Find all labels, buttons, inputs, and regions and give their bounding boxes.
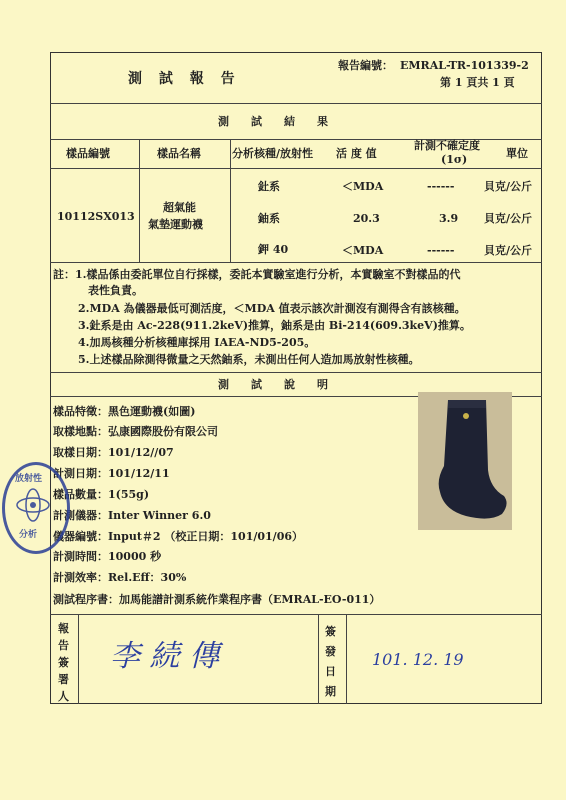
note-1-cont: 表性負責。 bbox=[88, 284, 143, 297]
date-label: 簽發日期 bbox=[325, 625, 336, 698]
note-2: 2.MDA 為儀器最低可測活度，＜MDA 值表示該次計測沒有測得含有該核種。 bbox=[78, 302, 466, 315]
sock-image bbox=[418, 392, 512, 530]
col-uncertainty: 計測不確定度 bbox=[414, 139, 480, 152]
activity-uranium: 20.3 bbox=[353, 212, 380, 225]
divider bbox=[50, 168, 542, 169]
desc-instrument-id: 儀器編號：Input＃2 （校正日期：101/01/06） bbox=[53, 530, 304, 543]
col-activity: 活 度 值 bbox=[336, 147, 377, 160]
uncertainty-thorium: ------ bbox=[427, 180, 455, 193]
sample-name-line2: 氣墊運動襪 bbox=[148, 218, 203, 231]
report-title: 測 試 報 告 bbox=[128, 71, 241, 87]
divider bbox=[50, 372, 542, 373]
unit-potassium: 貝克/公斤 bbox=[484, 244, 533, 257]
note-3: 3.釷系是由 Ac-228(911.2keV)推算，鈾系是由 Bi-214(609.3keV)推算。 bbox=[78, 319, 471, 332]
sample-name-line1: 超氣能 bbox=[163, 201, 196, 214]
desc-sampling-date: 取樣日期：101/12//07 bbox=[53, 446, 174, 459]
col-sample-name: 樣品名稱 bbox=[157, 147, 201, 160]
sock-logo bbox=[463, 413, 469, 419]
stamp-text-top: 放射性 bbox=[15, 474, 43, 484]
page-info: 第 1 頁共 1 頁 bbox=[440, 76, 515, 89]
note-1: 註：1.樣品係由委託單位自行採樣，委託本實驗室進行分析，本實驗室不對樣品的代 bbox=[53, 268, 461, 281]
col-nuclide: 分析核種/放射性 bbox=[232, 147, 314, 160]
divider bbox=[50, 614, 542, 615]
activity-thorium: ＜MDA bbox=[342, 180, 384, 193]
note-5: 5.上述樣品除測得微量之天然鈾系，未測出任何人造加馬放射性核種。 bbox=[78, 353, 420, 366]
sock-shape bbox=[439, 400, 507, 519]
nuclide-uranium: 鈾系 bbox=[258, 212, 280, 225]
divider bbox=[139, 139, 140, 262]
desc-procedure: 測試程序書：加馬能譜計測系統作業程序書（EMRAL-EO-011） bbox=[53, 593, 381, 606]
divider bbox=[318, 614, 319, 704]
uncertainty-potassium: ------ bbox=[427, 244, 455, 257]
divider bbox=[346, 614, 347, 704]
results-title: 測 試 結 果 bbox=[218, 115, 328, 128]
desc-sampling-location: 取樣地點：弘康國際股份有限公司 bbox=[53, 425, 218, 438]
desc-instrument: 計測儀器：Inter Winner 6.0 bbox=[53, 509, 211, 522]
desc-measure-date: 計測日期：101/12/11 bbox=[53, 467, 170, 480]
sample-number: 10112SX013 bbox=[57, 210, 135, 223]
divider bbox=[50, 103, 542, 104]
divider bbox=[230, 139, 231, 262]
col-sigma: (1σ) bbox=[441, 153, 468, 166]
report-number: EMRAL-TR-101339-2 bbox=[400, 59, 529, 72]
divider bbox=[78, 614, 79, 704]
col-sample-no: 樣品編號 bbox=[66, 147, 110, 160]
desc-efficiency: 計測效率：Rel.Eff：30% bbox=[53, 571, 187, 584]
col-unit: 單位 bbox=[506, 147, 528, 160]
desc-quantity: 樣品數量：1(55g) bbox=[53, 488, 150, 501]
signer-label: 報告簽署人 bbox=[58, 622, 69, 703]
signer-signature: 李 続 傳 bbox=[110, 639, 220, 674]
unit-uranium: 貝克/公斤 bbox=[484, 212, 533, 225]
unit-thorium: 貝克/公斤 bbox=[484, 180, 533, 193]
stamp-text-bottom: 分析 bbox=[19, 530, 38, 540]
desc-sample-feature: 樣品特徵：黑色運動襪(如圖) bbox=[53, 405, 196, 418]
sock-cuff bbox=[448, 400, 486, 408]
divider bbox=[50, 262, 542, 263]
description-title: 測 試 說 明 bbox=[218, 378, 328, 391]
desc-measure-time: 計測時間：10000 秒 bbox=[53, 550, 162, 563]
lab-stamp bbox=[2, 462, 70, 554]
sample-photo bbox=[418, 392, 512, 530]
note-4: 4.加馬核種分析核種庫採用 IAEA-ND5-205。 bbox=[78, 336, 316, 349]
nuclide-potassium: 鉀 40 bbox=[258, 243, 289, 256]
sign-date: 101. 12. 19 bbox=[372, 650, 464, 669]
activity-potassium: ＜MDA bbox=[342, 244, 384, 257]
nuclide-thorium: 釷系 bbox=[258, 180, 280, 193]
uncertainty-uranium: 3.9 bbox=[439, 212, 459, 225]
report-number-label: 報告編號： bbox=[338, 59, 393, 72]
atom-icon bbox=[2, 462, 64, 548]
